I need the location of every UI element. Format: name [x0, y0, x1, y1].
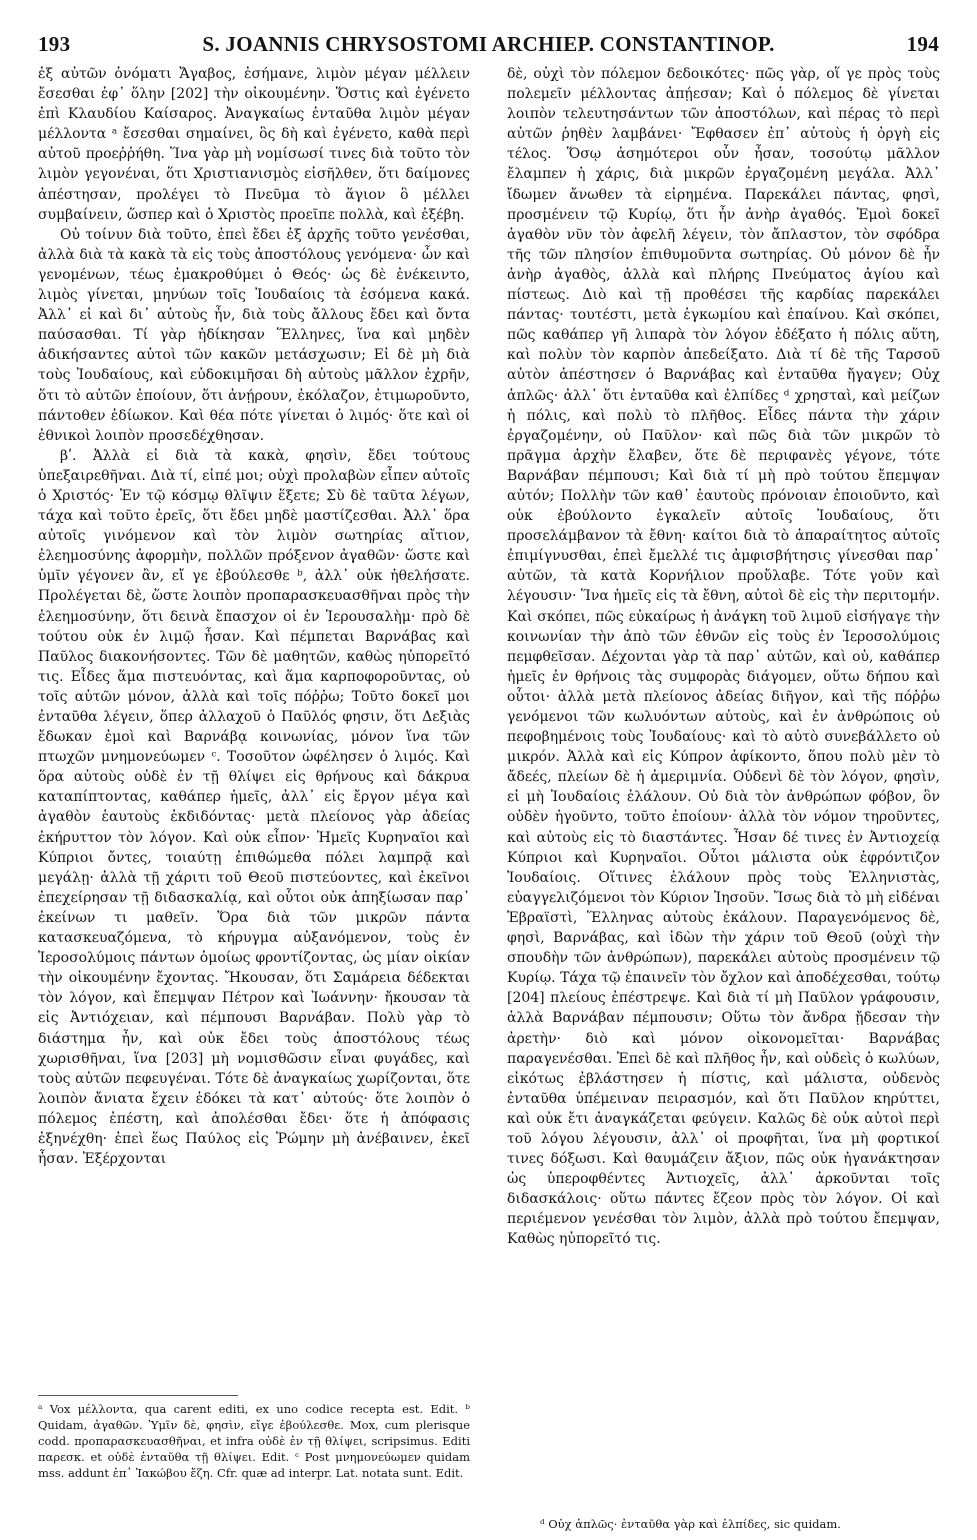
running-header	[38, 32, 939, 60]
footnotes	[38, 1401, 470, 1481]
footnote-right: ᵈ Οὐχ ἁπλῶς· ἐνταῦθα γὰρ καὶ ἐλπίδες, sic quidam.	[540, 1517, 841, 1531]
left-column	[38, 64, 470, 1169]
page-number-right: 194	[906, 32, 939, 56]
running-title: S. JOANNIS CHRYSOSTOMI ARCHIEP. CONSTANTINOP.	[202, 32, 775, 56]
paragraph: βʹ. Ἀλλὰ εἰ διὰ τὰ κακὰ, φησὶν, ἔδει τούτους ὑπεξαιρεθῆναι. Διὰ τί, εἰπέ μοι; οὐχὶ προλαβὼν εἶπεν αὐτοῖς ὁ Χριστός· Ἐν τῷ κόσμῳ θλῖψιν ἕξετε; Σὺ δὲ ταῦτα λέγων, τάχα καὶ τοῦτο ἐρεῖς, ὅτι ἔδει μηδὲ μαστίζεσθαι. Ἀλλ᾽ ὅρα αὐτοῖς γινόμενον καὶ τὸν λιμὸν σωτηρίας αἴτιον, ἐλεημοσύνης ἀφορμὴν, πολλῶν πρόξενον ἀγαθῶν· ὥστε καὶ ὑμῖν γέγονεν ἂν, εἴ γε ἐβούλεσθε ᵇ, ἀλλ᾽ οὐκ ἠθελήσατε. Προλέγεται δὲ, ὥστε λοιπὸν προπαρασκευασθῆναι πρὸς τὴν ἐλεημοσύνην, ὅτι δεινὰ ἔπασχον οἱ ἐν Ἱερουσαλὴμ· πρὸ δὲ τούτου οὐκ ἐν λιμῷ ἦσαν. Καὶ πέμπεται Βαρνάβας καὶ Παῦλος διακονήσοντες. Τῶν δὲ μαθητῶν, καθὼς ηὐπορεῖτό τις. Εἶδες ἅμα πιστευόντας, καὶ ἅμα καρποφοροῦντας, οὐ τοῖς αὐτῶν μόνον, ἀλλὰ καὶ τοῖς πόῤῥω; Τοῦτο δοκεῖ μοι ἐνταῦθα λέγειν, ὅπερ ἀλλαχοῦ ὁ Παῦλός φησιν, ὅτι Δεξιὰς ἔδωκαν ἐμοὶ καὶ Βαρνάβᾳ κοινωνίας, μόνον ἵνα τῶν πτωχῶν μνημονεύωμεν ᶜ. Τοσοῦτον ὠφέλησεν ὁ λιμός. Καὶ ὅρα αὐτοὺς οὐδὲ ἐν τῇ θλίψει εἰς θρήνους καὶ δάκρυα καταπίπτοντας, καθάπερ ἡμεῖς, ἀλλ᾽ εἰς ἔργον μέγα καὶ ἀγαθὸν ἑαυτοὺς ἐκδιδόντας· μετὰ πλείονος γὰρ ἀδείας ἐκήρυττον τὸν λόγον. Καὶ οὐκ εἶπον· Ἡμεῖς Κυρηναῖοι καὶ Κύπριοι ὄντες, τοιαύτῃ ἐπιθώμεθα πόλει λαμπρᾷ καὶ μεγάλῃ· ἀλλὰ τῇ χάριτι τοῦ Θεοῦ πιστεύοντες, καὶ ἐκεῖνοι ἐπεχείρησαν τῇ διδασκαλίᾳ, καὶ οὗτοι οὐκ ἀπηξίωσαν παρ᾽ ἐκείνων τι μαθεῖν. Ὅρα διὰ τῶν μικρῶν πάντα κατασκευαζόμενα, τὸ κήρυγμα αὐξανόμενον, τοὺς ἐν Ἱεροσολύμοις πάντων ὁμοίως φροντίζοντας, ὡς μίαν οἰκίαν τὴν οἰκουμένην ἔχοντας. Ἤκουσαν, ὅτι Σαμάρεια δέδεκται τὸν λόγον, καὶ ἔπεμψαν Πέτρον καὶ Ἰωάννην· ἤκουσαν τὰ εἰς Ἀντιόχειαν, καὶ πέμπουσι Βαρνάβαν. Πολὺ γὰρ τὸ διάστημα ἦν, καὶ οὐκ ἔδει τοὺς ἀποστόλους τέως χωρισθῆναι, ἵνα [203] μὴ νομισθῶσιν εἶναι φυγάδες, καὶ τοὺς αὐτῶν πεφευγέναι. Τότε δὲ ἀναγκαίως χωρίζονται, ὅτε λοιπὸν ἄνιατα ἔχειν ἐδόκει τὰ κατ᾽ αὐτούς· ὅτε λοιπὸν ὁ πόλεμος ἐπέστη, καὶ ἀπολέσθαι ἔδει· ὅτε ἡ ἀπόφασις ἐξηνέχθη· ἐπεὶ ἕως Παύλος εἰς Ῥώμην μὴ ἀνέβαινεν, ἐκεῖ ἦσαν. Ἐξέρχονται	[38, 447, 470, 1168]
paragraph: δὲ, οὐχὶ τὸν πόλεμον δεδοικότες· πῶς γὰρ, οἵ γε πρὸς τοὺς πολεμεῖν μέλλοντας ἀπῄεσαν; Καὶ ὁ πόλεμος δὲ γίνεται λοιπὸν τελευτησάντων τῶν ἀποστόλων, καὶ πέρας τὸ περὶ αὐτῶν ῥηθὲν λαμβάνει· Ἔφθασεν ἐπ᾽ αὐτοὺς ἡ ὀργὴ εἰς τέλος. Ὅσῳ ἀσημότεροι οὖν ἦσαν, τοσούτῳ μᾶλλον ἔλαμπεν ἡ χάρις, διὰ μικρῶν ἐργαζομένη μεγάλα. Ἀλλ᾽ ἴδωμεν ἄνωθεν τὰ εἰρημένα. Παρεκάλει πάντας, φησὶ, προσμένειν τῷ Κυρίῳ, ὅτι ἦν ἀνὴρ ἀγαθός. Ἐμοὶ δοκεῖ ἀγαθὸν νῦν τὸν ἀφελῆ λέγειν, τὸν ἄπλαστον, τὸν σφόδρα τῆς τῶν πλησίον ἐπιθυμοῦντα σωτηρίας. Οὐ μόνον δὲ ἦν ἀνὴρ ἀγαθὸς, ἀλλὰ καὶ πλήρης Πνεύματος ἁγίου καὶ πίστεως. Διὸ καὶ τῇ προθέσει τῆς καρδίας παρεκάλει πάντας· τουτέστι, μετὰ ἐγκωμίου καὶ ἐπαίνου. Καὶ σκόπει, πῶς καθάπερ γῆ λιπαρὰ τὸν λόγον ἐδέξατο ἡ πόλις αὕτη, καὶ πολὺν τὸν καρπὸν ἀπεδείξατο. Διὰ τί δὲ τῆς Ταρσοῦ αὐτὸν ἀπέστησεν ὁ Βαρνάβας καὶ ἐνταῦθα ἤγαγεν; Οὐχ ἁπλῶς· ἀλλ᾽ ὅτι ἐνταῦθα καὶ ἐλπίδες ᵈ χρησταὶ, καὶ μείζων ἡ πόλις, καὶ πολὺ τὸ πλῆθος. Εἶδες πάντα τὴν χάριν ἐργαζομένην, οὐ Παῦλον· καὶ πῶς διὰ τῶν μικρῶν τὸ πρᾶγμα ἀρχὴν ἔλαβεν, ὅτε δὲ περιφανὲς γέγονε, τότε Βαρνάβαν πέμπουσι; Καὶ διὰ τί μὴ πρὸ τούτου ἔπεμψαν αὐτόν; Πολλὴν τῶν καθ᾽ ἑαυτοὺς πρόνοιαν ἐποιοῦντο, καὶ οὐκ ἐβούλοντο ἐγκαλεῖν αὐτοῖς Ἰουδαίους, ὅτι προσελάμβανον τὰ ἔθνη· καίτοι διὰ τὸ ἀπαραίτητος αὐτοῖς ἐπιμίγνυσθαι, ἐπεὶ ἔμελλέ τις ἀμφισβήτησις γίνεσθαι παρ᾽ αὐτῶν, τὰ κατὰ Κορνήλιον προὔλαβε. Τότε γοῦν καὶ λέγουσιν· Ἵνα ἡμεῖς εἰς τὰ ἔθνη, αὐτοὶ δὲ εἰς τὴν περιτομήν. Καὶ σκόπει, πῶς εὐκαίρως ἡ ἀνάγκη τοῦ λιμοῦ εἰσήγαγε τὴν κοινωνίαν τὴν ἀπὸ τῶν ἐθνῶν εἰς τοὺς ἐν Ἱεροσολύμοις πεμφθεῖσαν. Δέχονται γὰρ τὰ παρ᾽ αὐτῶν, καὶ οὐ, καθάπερ ἡμεῖς ἐν θρήνοις τὰς συμφορὰς διάγομεν, οὕτω δήπου καὶ οὗτοι· ἀλλὰ μετὰ πλείονος ἀδείας διῆγον, καὶ τῆς πόῤῥω γενόμενοι τῶν κωλυόντων αὐτοὺς, καὶ ἐν ἀνθρώποις οὐ πεφοβημένοις τοὺς Ἰουδαίους· καὶ τὸ αὐτὸ συνεβάλλετο οὐ μικρόν. Ἀλλὰ καὶ εἰς Κύπρον ἀφίκοντο, ὅπου πολὺ μὲν τὸ ἄδεές, πλείων δὲ ἡ ἀμεριμνία. Οὐδενὶ δὲ τὸν λόγον, φησὶν, εἰ μὴ Ἰουδαίοις ἐλάλουν. Οὐ διὰ τὸν ἀνθρώπων φόβον, ὃν οὐδὲν ἡγοῦντο, τοῦτο ἐποίουν· ἀλλὰ τὸν νόμον τηροῦντες, καὶ αὐτοὺς εἰς τὸ διαστάντες. Ἦσαν δέ τινες ἐν Ἀντιοχείᾳ Κύπριοι καὶ Κυρηναῖοι. Οὗτοι μάλιστα οὐκ ἐφρόντιζον Ἰουδαίοις. Οἵτινες ἐλάλουν πρὸς τοὺς Ἑλληνιστὰς, εὐαγγελιζόμενοι τὸν Κύριον Ἰησοῦν. Ἴσως διὰ τὸ μὴ εἰδέναι Ἑβραϊστὶ, Ἕλληνας αὐτοὺς ἐκάλουν. Παραγενόμενος δὲ, φησὶ, Βαρνάβας, καὶ ἰδὼν τὴν χάριν τοῦ Θεοῦ (οὐχὶ τὴν σπουδὴν τῶν ἀνθρώπων), παρεκάλει αὐτοὺς προσμένειν τῷ Κυρίῳ. Τάχα τῷ ἐπαινεῖν τὸν ὄχλον καὶ ἀποδέχεσθαι, τούτῳ [204] πλείους ἐπέστρεψε. Καὶ διὰ τί μὴ Παῦλον γράφουσιν, ἀλλὰ Βαρνάβαν πέμπουσιν; Οὕτω τὸν ἄνδρα ᾔδεσαν τὴν ἀρετὴν· διὸ καὶ μόνον οἰκονομεῖται· Βαρνάβας παραγενέσθαι. Ἐπεὶ δὲ καὶ πλῆθος ἦν, καὶ οὐδεὶς ὁ κωλύων, εἰκότως ἐβλάστησεν ἡ πίστις, καὶ μάλιστα, οὐδενὸς ἐνταῦθα ὑπέμειναν πειρασμόν, καὶ ὅτι Παῦλον κηρύττει, καὶ οὐκ ἔτι ἀναγκάζεται φεύγειν. Καλῶς δὲ οὐκ αὐτοὶ περὶ τοῦ λόγου λέγουσιν, ἀλλ᾽ οἱ προφῆται, ἵνα μὴ φορτικοί τινες δόξωσι. Καὶ θαυμάζειν ἄξιον, πῶς οὐκ ἠγανάκτησαν ὡς ὑπεροφθέντες Ἀντιοχεῖς, ἀλλ᾽ ἀρκοῦνται τοῖς διδασκάλοις· οὕτω πάντες ἔζεον πρὸς τὸν λόγον. Οἱ καὶ περιέμενον γενέσθαι τὸν λιμὸν, ἀλλὰ πρὸ τούτου ἔπεμψαν, Καθὼς ηὐπορεῖτό τις.	[507, 66, 940, 1248]
paragraph: Οὐ τοίνυν διὰ τοῦτο, ἐπεὶ ἔδει ἐξ ἀρχῆς τοῦτο γενέσθαι, ἀλλὰ διὰ τὰ κακὰ τὰ εἰς τοὺς ἀποστόλους γενόμενα· ὧν καὶ γενομένων, τέως ἐμακροθύμει ὁ Θεός· ὡς δὲ ἐνέκειντο, λιμὸς γίνεται, μηνύων τοῖς Ἰουδαίοις τὰ ἐσόμενα κακά. Ἀλλ᾽ εἰ καὶ δι᾽ αὐτοὺς ἦν, διὰ τοὺς ἄλλους ἔδει καὶ ὄντα παύσασθαι. Τί γὰρ ἠδίκησαν Ἕλληνες, ἵνα καὶ μηδὲν ἀδικήσαντες αὐτοὶ τῶν κακῶν μετάσχωσιν; Εἰ δὲ μὴ διὰ τοὺς Ἰουδαίους, καὶ εὐδοκιμῆσαι δὴ αὐτοὺς μᾶλλον ἐχρῆν, ὅτι τὸ αὐτῶν ἐποίουν, ὅτι ἀνῄρουν, ἐκόλαζον, ἐτιμωροῦντο, πάντοθεν ἐδίωκον. Καὶ θέα πότε γίνεται ὁ λιμός· ὅτε καὶ οἱ ἐθνικοὶ λοιπὸν προσεδέχθησαν.	[38, 226, 470, 444]
footnote: ᵃ Vox μέλλοντα, qua carent editi, ex uno codice recepta est. Edit. ᵇ Quidam, ἀγαθῶν. Ὑμῖν δὲ, φησὶν, εἴγε ἐβούλεσθε. Mox, cum plerisque codd. προπαρασκευασθῆναι, et infra οὐδὲ ἐν τῇ θλίψει, scripsimus. Editi παρεσκ. et οὐδὲ ἐνταῦθα τῇ θλίψει. Edit. ᶜ Post μνημονεύωμεν quidam mss. addunt ἐπ᾽ Ἰακώβου ἔζη. Cfr. quæ ad interpr. Lat. notata sunt. Edit.	[38, 1402, 470, 1480]
paragraph: ἐξ αὐτῶν ὀνόματι Ἄγαβος, ἐσήμανε, λιμὸν μέγαν μέλλειν ἔσεσθαι ἐφ᾽ ὅλην [202] τὴν οἰκουμένην. Ὅστις καὶ ἐγένετο ἐπὶ Κλαυδίου Καίσαρος. Ἀναγκαίως ἐνταῦθα λιμὸν μέγαν μέλλοντα ᵃ ἔσεσθαι σημαίνει, ὃς δὴ καὶ ἐγένετο, καθὰ περὶ αὐτοῦ προεῤῥήθη. Ἵνα γὰρ μὴ νομίσωσί τινες διὰ τοῦτο τὸν λιμὸν γεγονέναι, ὅτι Χριστιανισμὸς εἰσῆλθεν, ὅτι δαίμονες ἀπέστησαν, προλέγει τὸ Πνεῦμα τὸ ἅγιον ὃ μέλλει συμβαίνειν, ὥσπερ καὶ ὁ Χριστὸς προεῖπε πολλὰ, καὶ ἐξέβη.	[38, 66, 470, 223]
footnote-rule	[38, 1395, 238, 1396]
page-number-left: 193	[38, 32, 71, 56]
right-column	[507, 64, 940, 1250]
